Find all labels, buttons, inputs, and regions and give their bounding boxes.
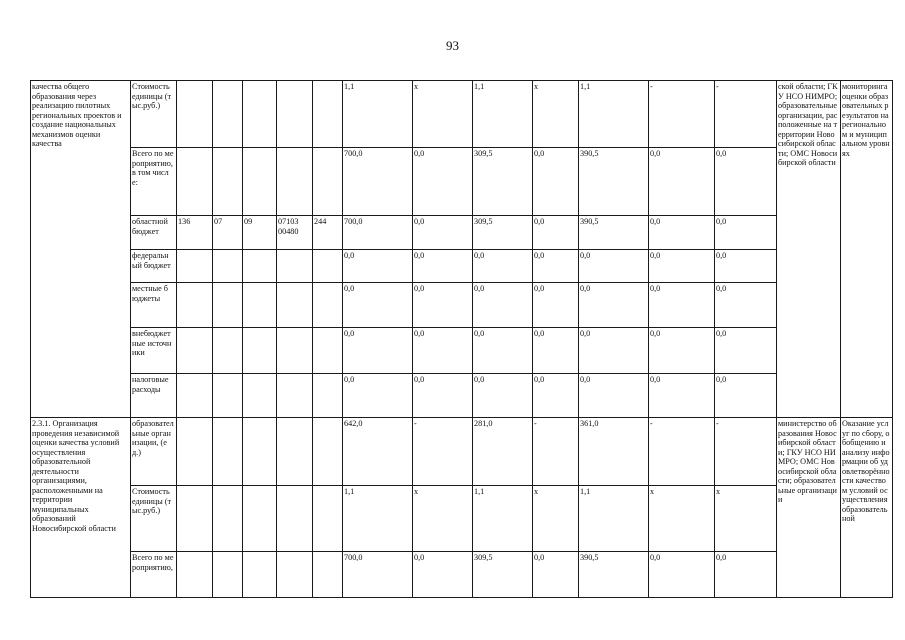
table-rule bbox=[212, 80, 213, 598]
value-cell: 0,0 bbox=[414, 553, 425, 562]
value-cell: 244 bbox=[314, 217, 327, 226]
table-rule bbox=[30, 80, 31, 598]
table-rule bbox=[342, 80, 343, 598]
value-cell: - bbox=[716, 419, 719, 428]
code-cell: 07 bbox=[214, 217, 223, 226]
code-cell bbox=[176, 551, 212, 597]
value-cell: 390,5 bbox=[580, 553, 599, 562]
code-cell bbox=[176, 373, 212, 417]
value-cell: x bbox=[534, 82, 539, 91]
table-rule bbox=[714, 80, 715, 598]
value-cell: 0,0 bbox=[716, 329, 727, 338]
measure-name-cell: качества общего образования через реализацию пилотных региональных проектов и создание национальных механизмов оценки качества bbox=[32, 82, 122, 149]
value-cell bbox=[312, 282, 342, 327]
table-rule bbox=[130, 249, 777, 250]
value-cell: - bbox=[534, 419, 537, 428]
value-cell bbox=[312, 80, 342, 147]
code-cell bbox=[176, 327, 212, 373]
value-cell: 0,0 bbox=[650, 375, 661, 384]
table-rule bbox=[776, 80, 777, 598]
value-cell: 0,0 bbox=[344, 284, 355, 293]
code-cell bbox=[276, 249, 312, 282]
value-cell: x bbox=[414, 82, 419, 91]
value-cell bbox=[312, 485, 342, 551]
value-cell bbox=[312, 327, 342, 373]
code-cell bbox=[212, 551, 242, 597]
value-cell: - bbox=[650, 419, 653, 428]
code-cell bbox=[242, 147, 276, 215]
indicator-cell: образовательные организации, (ед.) bbox=[132, 419, 174, 457]
value-cell: 0,0 bbox=[534, 329, 545, 338]
code-cell bbox=[242, 249, 276, 282]
table-rule bbox=[412, 80, 413, 598]
value-cell: 0,0 bbox=[344, 251, 355, 260]
table-rule bbox=[892, 80, 893, 598]
value-cell: 0,0 bbox=[650, 251, 661, 260]
code-cell bbox=[242, 373, 276, 417]
value-cell bbox=[312, 551, 342, 597]
indicator-cell: Стоимость единицы (тыс.руб.) bbox=[132, 82, 172, 111]
value-cell: 0,0 bbox=[344, 329, 355, 338]
value-cell: 0,0 bbox=[474, 329, 485, 338]
code-cell bbox=[212, 373, 242, 417]
table-rule bbox=[30, 80, 893, 81]
value-cell: 309,5 bbox=[474, 553, 493, 562]
value-cell: - bbox=[650, 82, 653, 91]
table-rule bbox=[130, 80, 131, 598]
code-cell bbox=[212, 80, 242, 147]
value-cell: x bbox=[414, 487, 419, 496]
value-cell: 0,0 bbox=[534, 149, 545, 158]
value-cell: - bbox=[414, 419, 417, 428]
code-cell bbox=[212, 485, 242, 551]
table-rule bbox=[130, 373, 777, 374]
table-rule bbox=[648, 80, 649, 598]
value-cell: 0,0 bbox=[650, 217, 661, 226]
responsible-cell: министерство образования Новосибирской области; ГКУ НСО НИМРО; ОМС Новосибирской области; образовательные организации bbox=[778, 419, 837, 505]
value-cell: 700,0 bbox=[344, 149, 363, 158]
code-cell bbox=[242, 485, 276, 551]
value-cell: 0,0 bbox=[414, 217, 425, 226]
code-cell bbox=[276, 373, 312, 417]
table-rule bbox=[130, 551, 777, 552]
code-cell bbox=[276, 551, 312, 597]
result-cell: Оказание услуг по сбору, обобщению и анализу информации об удовлетворённости качеством условий осуществления образовательной bbox=[842, 419, 890, 524]
code-cell bbox=[276, 485, 312, 551]
value-cell: 0,0 bbox=[580, 375, 591, 384]
code-cell bbox=[276, 327, 312, 373]
value-cell: x bbox=[534, 487, 539, 496]
value-cell: 390,5 bbox=[580, 149, 599, 158]
code-cell bbox=[212, 282, 242, 327]
code-cell bbox=[242, 80, 276, 147]
value-cell: 281,0 bbox=[474, 419, 493, 428]
code-cell bbox=[176, 417, 212, 485]
table-rule bbox=[578, 80, 579, 598]
indicator-cell: федеральный бюджет bbox=[132, 251, 171, 270]
value-cell bbox=[312, 417, 342, 485]
value-cell: 0,0 bbox=[580, 251, 591, 260]
value-cell: x bbox=[716, 487, 721, 496]
value-cell: 0,0 bbox=[474, 251, 485, 260]
value-cell: 0,0 bbox=[716, 149, 727, 158]
value-cell: 0,0 bbox=[534, 251, 545, 260]
code-cell: 07103 00480 bbox=[278, 217, 299, 236]
table-rule bbox=[840, 80, 841, 598]
value-cell: 309,5 bbox=[474, 149, 493, 158]
table-rule bbox=[130, 485, 777, 486]
code-cell bbox=[242, 417, 276, 485]
value-cell: 0,0 bbox=[474, 375, 485, 384]
table-rule bbox=[130, 327, 777, 328]
code-cell bbox=[212, 417, 242, 485]
value-cell: - bbox=[716, 82, 719, 91]
table-rule bbox=[472, 80, 473, 598]
value-cell bbox=[312, 373, 342, 417]
code-cell bbox=[276, 282, 312, 327]
value-cell: 0,0 bbox=[534, 375, 545, 384]
table-rule bbox=[312, 80, 313, 598]
value-cell: 0,0 bbox=[534, 284, 545, 293]
value-cell: 0,0 bbox=[580, 329, 591, 338]
page-number: 93 bbox=[446, 38, 459, 53]
value-cell: 0,0 bbox=[650, 149, 661, 158]
value-cell: 0,0 bbox=[344, 375, 355, 384]
value-cell: 309,5 bbox=[474, 217, 493, 226]
value-cell bbox=[312, 249, 342, 282]
value-cell: 700,0 bbox=[344, 217, 363, 226]
code-cell bbox=[242, 551, 276, 597]
code-cell bbox=[176, 282, 212, 327]
code-cell bbox=[176, 249, 212, 282]
indicator-cell: местные бюджеты bbox=[132, 284, 168, 303]
value-cell: 0,0 bbox=[534, 553, 545, 562]
code-cell bbox=[242, 282, 276, 327]
code-cell bbox=[176, 147, 212, 215]
value-cell: 700,0 bbox=[344, 553, 363, 562]
value-cell: 1,1 bbox=[344, 487, 355, 496]
code-cell bbox=[176, 485, 212, 551]
indicator-cell: областной бюджет bbox=[132, 217, 168, 236]
code-cell bbox=[276, 80, 312, 147]
value-cell: 0,0 bbox=[716, 284, 727, 293]
indicator-cell: налоговые расходы bbox=[132, 375, 169, 394]
value-cell: 390,5 bbox=[580, 217, 599, 226]
result-cell: мониторинга оценки образовательных результатов на региональном и муниципальном уровнях bbox=[842, 82, 890, 158]
value-cell: 0,0 bbox=[716, 251, 727, 260]
value-cell: 0,0 bbox=[414, 284, 425, 293]
code-cell bbox=[212, 249, 242, 282]
value-cell: 0,0 bbox=[580, 284, 591, 293]
code-cell: 136 bbox=[178, 217, 191, 226]
value-cell: 0,0 bbox=[716, 553, 727, 562]
code-cell bbox=[176, 80, 212, 147]
indicator-cell: Всего по мероприятию, bbox=[132, 553, 174, 572]
value-cell: 0,0 bbox=[414, 149, 425, 158]
value-cell: 1,1 bbox=[580, 487, 591, 496]
code-cell bbox=[276, 417, 312, 485]
responsible-cell: ской области; ГКУ НСО НИМРО; образовательные организации, расположенные на территории Новосибирской области; ОМС Новосибирской области bbox=[778, 82, 838, 168]
value-cell: 0,0 bbox=[716, 217, 727, 226]
value-cell: 0,0 bbox=[414, 251, 425, 260]
table-rule bbox=[130, 215, 777, 216]
value-cell bbox=[312, 147, 342, 215]
code-cell bbox=[276, 147, 312, 215]
value-cell: x bbox=[650, 487, 655, 496]
value-cell: 0,0 bbox=[716, 375, 727, 384]
table-rule bbox=[130, 147, 777, 148]
value-cell: 1,1 bbox=[474, 82, 485, 91]
code-cell: 09 bbox=[244, 217, 253, 226]
table-rule bbox=[276, 80, 277, 598]
value-cell: 361,0 bbox=[580, 419, 599, 428]
table-rule bbox=[176, 80, 177, 598]
code-cell bbox=[242, 327, 276, 373]
value-cell: 642,0 bbox=[344, 419, 363, 428]
value-cell: 0,0 bbox=[414, 375, 425, 384]
value-cell: 1,1 bbox=[344, 82, 355, 91]
value-cell: 0,0 bbox=[474, 284, 485, 293]
code-cell bbox=[212, 327, 242, 373]
value-cell: 0,0 bbox=[650, 284, 661, 293]
measure-name-cell: 2.3.1. Организация проведения независимой оценки качества условий осуществления образовательной деятельности организациями, расположенными на территории муниципальных образований Новосибирской области bbox=[32, 419, 120, 533]
table-rule bbox=[130, 282, 777, 283]
table-rule bbox=[30, 417, 893, 418]
value-cell: 0,0 bbox=[534, 217, 545, 226]
table-rule bbox=[532, 80, 533, 598]
value-cell: 0,0 bbox=[650, 553, 661, 562]
table-rule bbox=[30, 597, 893, 598]
value-cell: 0,0 bbox=[650, 329, 661, 338]
value-cell: 1,1 bbox=[474, 487, 485, 496]
table-rule bbox=[242, 80, 243, 598]
indicator-cell: Стоимость единицы (тыс.руб.) bbox=[132, 487, 172, 516]
value-cell: 1,1 bbox=[580, 82, 591, 91]
code-cell bbox=[212, 147, 242, 215]
indicator-cell: Всего по мероприятию, в том числе: bbox=[132, 149, 174, 187]
value-cell: 0,0 bbox=[414, 329, 425, 338]
indicator-cell: внебюджетные источники bbox=[132, 329, 172, 358]
